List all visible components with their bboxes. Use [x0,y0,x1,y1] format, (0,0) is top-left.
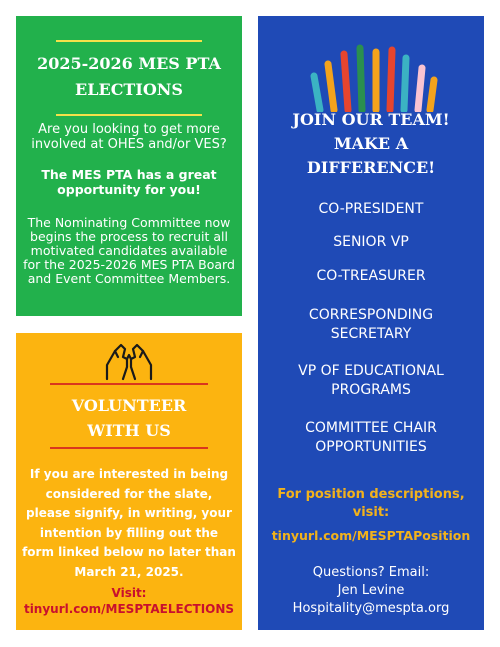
divider-bottom [56,114,202,116]
position-line1: COMMITTEE CHAIR [305,420,437,436]
raised-hands-icon [306,42,438,112]
position-line2: SECRETARY [330,326,412,342]
elections-form-link[interactable]: tinyurl.com/MESPTAELECTIONS [23,602,235,616]
position-line1: CORRESPONDING [308,307,434,323]
contact-name: Jen Levine [337,583,405,598]
involvement-question: Are you looking to get more involved at OHES and/or VES? [31,122,227,152]
position-item [258,419,484,457]
position-line1: VP OF EDUCATIONAL [298,363,444,379]
position-line2: OPPORTUNITIES [315,439,427,455]
join-team-title [258,108,484,180]
visit-label: Visit: [111,586,147,600]
join-team-title-line2: MAKE A [333,134,409,153]
opportunity-text: The MES PTA has a great opportunity for you! [41,167,217,197]
volunteer-instructions: If you are interested in being considered for the slate, please signify, in writing, your intention by filling out the form linked below no later than March 21, 2025. [22,467,236,579]
volunteer-title-line2: WITH US [87,421,171,440]
questions-label: Questions? Email: [312,565,430,580]
position-item [258,362,484,400]
elections-title-line1: 2025-2026 MES PTA [37,54,221,73]
position-line1: CO-TREASURER [316,268,426,284]
join-team-title-line3: DIFFERENCE! [306,158,436,177]
position-line2: PROGRAMS [331,382,411,398]
contact-email-link[interactable]: Hospitality@mespta.org [292,601,450,616]
position-descriptions-text [258,486,484,522]
volunteer-panel [16,333,242,630]
position-item [258,200,484,219]
position-descriptions-line2: visit: [352,505,390,520]
volunteer-title [16,393,242,443]
nominating-committee-text: The Nominating Committee now begins the process to recruit all motivated candidates available for the 2025-2026 MES PTA Board and Event Committee Members. [23,215,235,286]
elections-title [16,51,242,103]
divider-top [56,40,202,42]
elections-panel [16,16,242,316]
position-item [258,233,484,252]
divider-top [50,383,208,385]
high-five-icon [101,341,157,381]
position-item [258,306,484,344]
position-descriptions-line1: For position descriptions, [277,487,465,502]
join-team-panel [258,16,484,630]
join-team-title-line1: JOIN OUR TEAM! [292,110,450,129]
position-descriptions-link[interactable]: tinyurl.com/MESPTAPosition [271,528,471,543]
volunteer-title-line1: VOLUNTEER [71,396,187,415]
position-line1: SENIOR VP [333,234,409,250]
contact-info [258,564,484,618]
position-item [258,267,484,286]
elections-title-line2: ELECTIONS [75,80,183,99]
divider-bottom [50,447,208,449]
position-line1: CO-PRESIDENT [318,201,424,217]
